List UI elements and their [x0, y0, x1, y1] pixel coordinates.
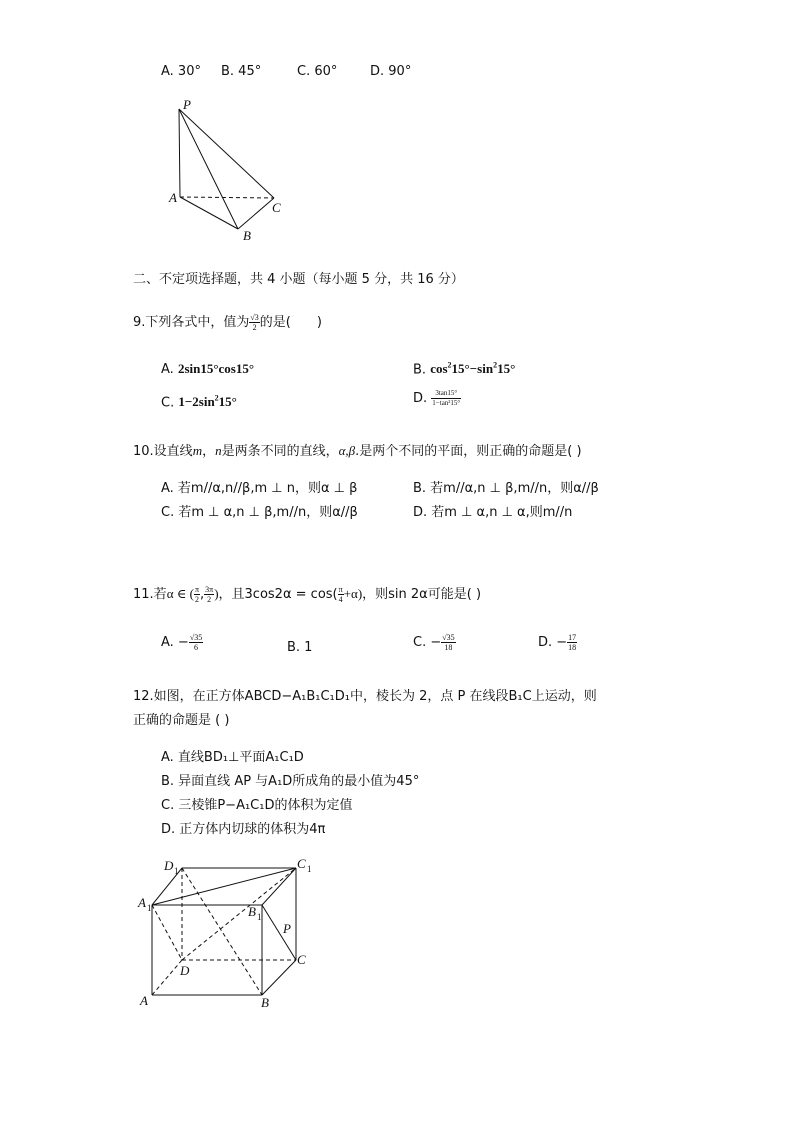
q11-option-a: A. − $\frac{√35}{6}$ — [161, 633, 203, 652]
edge-pc — [179, 109, 274, 198]
q10-option-c: C. 若m ⊥ α,n ⊥ β,m//n，则α//β — [161, 505, 358, 520]
edge-bc — [262, 960, 296, 995]
q10-option-a: A. 若m//α,n//β,m ⊥ n，则α ⊥ β — [161, 481, 358, 496]
tetrahedron-figure — [160, 95, 300, 245]
svg-text:1: 1 — [147, 903, 152, 913]
q10-stem: 10.设直线m，n是两条不同的直线，α,β.是两个不同的平面，则正确的命题是( ) — [133, 443, 582, 459]
label-a: A — [169, 190, 177, 205]
label-c1: C — [297, 856, 306, 871]
svg-text:1: 1 — [307, 864, 312, 874]
q10-option-d: D. 若m ⊥ α,n ⊥ α,则m//n — [413, 505, 573, 520]
edge-ad-hidden — [152, 960, 182, 995]
q9-option-b: B. $\cos^215^\circ-\sin^215^\circ$ — [413, 361, 516, 378]
q11-option-d: D. − $\frac{17}{18}$ — [538, 633, 577, 652]
q9-option-d: D. $\frac{3\tan 15^\circ}{\text{1−tan²15°}}$ — [413, 389, 461, 407]
q8-option-a: A. 30° — [161, 64, 201, 79]
q8-option-b: B. 45° — [221, 64, 262, 79]
label-c: C — [297, 952, 306, 967]
label-d: D — [180, 963, 190, 978]
label-a: A — [140, 993, 148, 1008]
edge-bc — [238, 198, 274, 229]
q11-option-b: B. 1 — [287, 640, 313, 655]
q12-stem-line1: 12.如图，在正方体ABCD−A₁B₁C₁D₁中，棱长为 2，点 P 在线段B₁C上运动，则 — [133, 689, 597, 704]
edge-pa — [179, 109, 180, 197]
edge-ab — [180, 197, 238, 229]
label-a1: A — [138, 895, 146, 910]
q12-option-d: D. 正方体内切球的体积为4π — [161, 822, 326, 837]
cube-figure — [130, 850, 320, 1015]
q9-fraction — [249, 313, 259, 332]
label-p: P — [183, 97, 191, 112]
diag-dc1-hidden — [182, 868, 296, 960]
svg-text:1: 1 — [174, 866, 179, 876]
label-b: B — [243, 228, 251, 243]
label-c: C — [272, 200, 281, 215]
q9-stem-suffix: 的是( ) — [259, 315, 322, 330]
q9-option-c: C. $1-2\sin^215^\circ$ — [161, 394, 237, 411]
q11-option-c: C. − $\frac{√35}{18}$ — [413, 633, 455, 652]
edge-pb — [179, 109, 238, 229]
q12-stem-line2: 正确的命题是 ( ) — [133, 713, 230, 728]
q10-option-b: B. 若m//α,n ⊥ β,m//n，则α//β — [413, 481, 599, 496]
edge-b1c1 — [262, 868, 296, 905]
section2-heading: 二、不定项选择题，共 4 小题（每小题 5 分，共 16 分） — [133, 272, 464, 287]
label-p: P — [283, 921, 291, 936]
q9-option-a: A. 2sin15°cos15° — [161, 361, 255, 377]
q8-option-d: D. 90° — [370, 64, 412, 79]
q9-frac-num: √3 — [250, 313, 259, 322]
q8-option-c: C. 60° — [297, 64, 338, 79]
diag-a1d-hidden — [152, 905, 182, 960]
q12-option-b: B. 异面直线 AP 与A₁D所成角的最小值为45° — [161, 774, 420, 789]
svg-text:1: 1 — [257, 912, 262, 922]
label-b: B — [261, 995, 269, 1010]
edge-ac-hidden — [180, 197, 274, 198]
q9-frac-den: 2 — [252, 323, 257, 332]
q11-stem: 11.若α ∈ ( $\frac{\pi}{2}$ , $\frac{3\pi}{2}$ )，且3cos2α = cos( $\frac{\pi}{4}$ +α)，则sin 2α可能是( ) — [133, 585, 482, 604]
label-d1: D — [164, 858, 174, 873]
q12-option-c: C. 三棱锥P−A₁C₁D的体积为定值 — [161, 798, 353, 813]
q12-option-a: A. 直线BD₁⊥平面A₁C₁D — [161, 750, 304, 765]
q9-stem-prefix: 9.下列各式中，值为 — [133, 315, 250, 330]
label-b1: B — [248, 904, 256, 919]
q9-stem — [133, 311, 322, 332]
